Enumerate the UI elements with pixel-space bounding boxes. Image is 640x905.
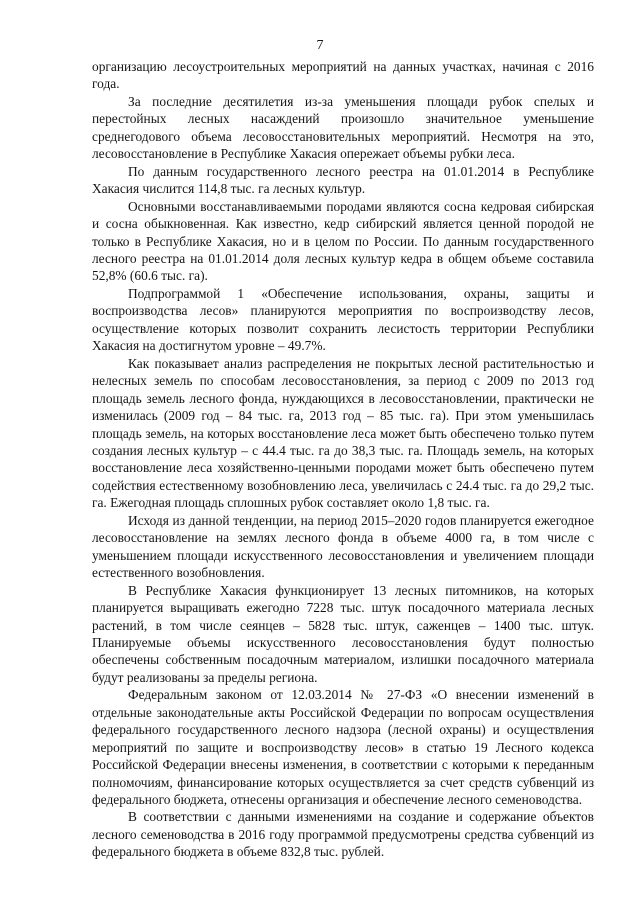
paragraph-5: Подпрограммой 1 «Обеспечение использования, охраны, защиты и воспроизводства лесов» планируются мероприятия по воспроизводству лесов, осуществление которых позволит сохранить лесистость территории Республики Хакасия на достигнутом уровне – 49.7%.: [92, 285, 594, 354]
paragraph-3: По данным государственного лесного реестра на 01.01.2014 в Республике Хакасия числится 114,8 тыс. га лесных культур.: [92, 163, 594, 197]
paragraph-6: Как показывает анализ распределения не покрытых лесной растительностью и нелесных земель по способам лесовосстановления, за период с 2009 по 2013 год площадь земель лесного фонда, нуждающихся в лесовосстановлении, практически не изменилась (2009 год – 84 тыс. га, 2013 год – 85 тыс. га). При этом уменьшилась площадь земель, на которых восстановление леса может быть обеспечено только путем создания лесных культур – с 44.4 тыс. га до 38,3 тыс. га. Площадь земель, на которых восстановление леса хозяйственно-ценными породами может быть обеспечено путем содействия естественному возобновлению леса, увеличилась с 24.4 тыс. га до 29,2 тыс. га. Ежегодная площадь сплошных рубок составляет около 1,8 тыс. га.: [92, 355, 594, 511]
body-text: [92, 58, 594, 861]
paragraph-2: За последние десятилетия из-за уменьшения площади рубок спелых и перестойных лесных насаждений произошло значительное уменьшение среднегодового объема лесовосстановительных мероприятий. Несмотря на это, лесовосстановление в Республике Хакасия опережает объемы рубки леса.: [92, 93, 594, 162]
paragraph-4: Основными восстанавливаемыми породами являются сосна кедровая сибирская и сосна обыкновенная. Как известно, кедр сибирский является ценной породой не только в Республике Хакасия, но и в целом по России. По данным государственного лесного реестра на 01.01.2014 доля лесных культур кедра в общем объеме составила 52,8% (60.6 тыс. га).: [92, 198, 594, 284]
paragraph-9: Федеральным законом от 12.03.2014 № 27-ФЗ «О внесении изменений в отдельные законодательные акты Российской Федерации по вопросам осуществления федерального государственного лесного надзора (лесной охраны) и осуществления мероприятий по защите и воспроизводству лесов» в статью 19 Лесного кодекса Российской Федерации внесены изменения, в соответствии с которыми к переданным полномочиям, финансирование которых осуществляется за счет средств субвенций из федерального бюджета, отнесены организация и обеспечение лесного семеноводства.: [92, 687, 594, 808]
page-number: 7: [316, 38, 324, 53]
paragraph-10: В соответствии с данными изменениями на создание и содержание объектов лесного семеноводства в 2016 году программой предусмотрены средства субвенций из федерального бюджета в объеме 832,8 тыс. рублей.: [92, 809, 594, 860]
paragraph-1: организацию лесоустроительных мероприятий на данных участках, начиная с 2016 года.: [92, 59, 594, 92]
paragraph-7: Исходя из данной тенденции, на период 2015–2020 годов планируется ежегодное лесовосстановление на землях лесного фонда в объеме 4000 га, в том числе с уменьшением площади искусственного лесовосстановления и увеличением площади естественного возобновления.: [92, 512, 594, 581]
paragraph-8: В Республике Хакасия функционирует 13 лесных питомников, на которых планируется выращивать ежегодно 7228 тыс. штук посадочного материала лесных растений, в том числе сеянцев – 5828 тыс. штук, саженцев – 1400 тыс. штук. Планируемые объемы искусственного лесовосстановления будут полностью обеспечены собственным посадочным материалом, излишки посадочного материала будут реализованы за пределы региона.: [92, 582, 594, 685]
